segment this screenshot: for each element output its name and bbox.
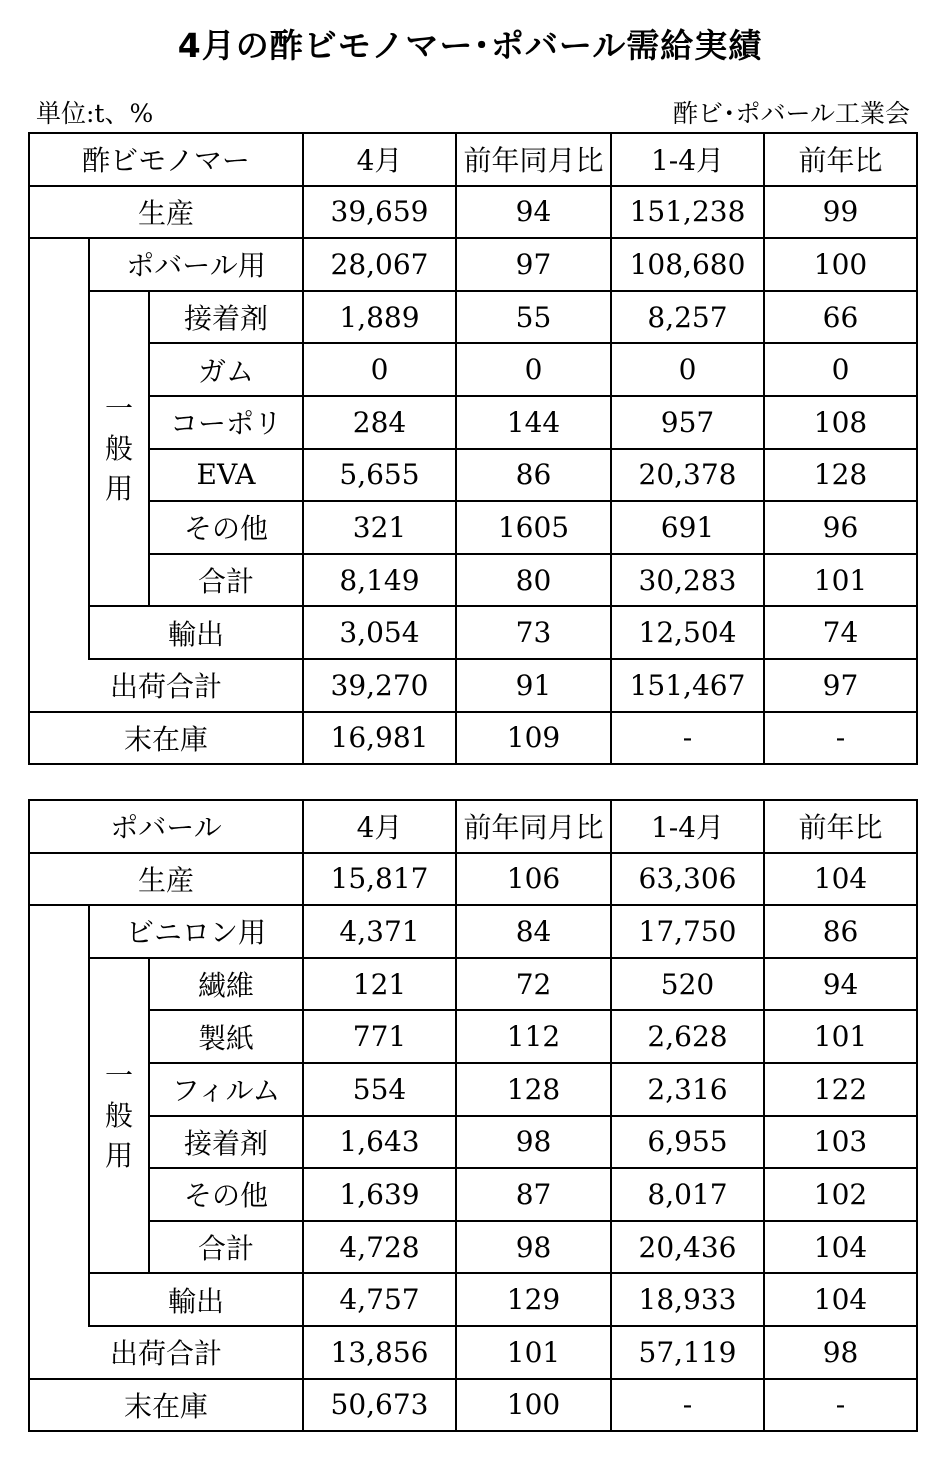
row-label: 合計	[149, 1221, 303, 1274]
cell: 100	[456, 1379, 611, 1432]
cell: 0	[611, 343, 764, 396]
table-row	[29, 1010, 917, 1063]
table-row	[29, 501, 917, 554]
column-header: 1-4月	[611, 800, 764, 853]
cell: 72	[456, 958, 611, 1011]
cell: 39,270	[303, 659, 456, 712]
source-label: 酢ビ･ポバール工業会	[672, 99, 910, 128]
cell: 74	[764, 606, 917, 659]
cell: 20,378	[611, 449, 764, 502]
row-label: コーポリ	[149, 396, 303, 449]
cell: 1,889	[303, 291, 456, 344]
table-row	[29, 343, 917, 396]
indent-spacer	[29, 238, 89, 659]
row-label: 接着剤	[149, 291, 303, 344]
cell: 97	[764, 659, 917, 712]
table-header-row	[29, 133, 917, 186]
row-label: 末在庫	[29, 712, 303, 765]
cell: 8,017	[611, 1168, 764, 1221]
cell: 101	[456, 1326, 611, 1379]
cell: 1605	[456, 501, 611, 554]
cell: 128	[456, 1063, 611, 1116]
cell: 99	[764, 186, 917, 239]
cell: 1,639	[303, 1168, 456, 1221]
vertical-label-text: 一般用	[104, 391, 133, 505]
cell: 1,643	[303, 1116, 456, 1169]
cell: 771	[303, 1010, 456, 1063]
cell: 20,436	[611, 1221, 764, 1274]
row-label: 接着剤	[149, 1116, 303, 1169]
cell: 4,728	[303, 1221, 456, 1274]
cell: 98	[764, 1326, 917, 1379]
cell: 87	[456, 1168, 611, 1221]
cell: 108,680	[611, 238, 764, 291]
cell: 0	[764, 343, 917, 396]
cell: 3,054	[303, 606, 456, 659]
cell: 121	[303, 958, 456, 1011]
table-row	[29, 958, 917, 1011]
cell: 128	[764, 449, 917, 502]
cell: 12,504	[611, 606, 764, 659]
cell: 520	[611, 958, 764, 1011]
row-label: 輸出	[89, 606, 303, 659]
table-row	[29, 1221, 917, 1274]
row-label: 輸出	[89, 1273, 303, 1326]
cell: 151,467	[611, 659, 764, 712]
cell: 86	[764, 905, 917, 958]
row-label: フィルム	[149, 1063, 303, 1116]
unit-label: 単位:t、%	[36, 99, 154, 128]
table-row	[29, 1063, 917, 1116]
cell: -	[611, 712, 764, 765]
cell: 101	[764, 1010, 917, 1063]
cell: 5,655	[303, 449, 456, 502]
cell: 18,933	[611, 1273, 764, 1326]
cell: 16,981	[303, 712, 456, 765]
table-row	[29, 905, 917, 958]
cell: 104	[764, 1221, 917, 1274]
cell: 15,817	[303, 853, 456, 906]
cell: 17,750	[611, 905, 764, 958]
table-row	[29, 659, 917, 712]
cell: 4,371	[303, 905, 456, 958]
row-label: EVA	[149, 449, 303, 502]
vertical-label	[89, 958, 149, 1274]
cell: 63,306	[611, 853, 764, 906]
cell: 2,628	[611, 1010, 764, 1063]
row-label: 生産	[29, 853, 303, 906]
column-header: 4月	[303, 800, 456, 853]
cell: -	[764, 712, 917, 765]
cell: 28,067	[303, 238, 456, 291]
cell: 284	[303, 396, 456, 449]
table-row	[29, 1273, 917, 1326]
row-label: その他	[149, 1168, 303, 1221]
cell: 321	[303, 501, 456, 554]
cell: 554	[303, 1063, 456, 1116]
cell: 39,659	[303, 186, 456, 239]
cell: 122	[764, 1063, 917, 1116]
cell: 104	[764, 1273, 917, 1326]
cell: 97	[456, 238, 611, 291]
row-label: その他	[149, 501, 303, 554]
cell: 102	[764, 1168, 917, 1221]
cell: 94	[456, 186, 611, 239]
cell: 57,119	[611, 1326, 764, 1379]
cell: 8,257	[611, 291, 764, 344]
table-row	[29, 606, 917, 659]
monomer-table	[28, 132, 918, 765]
column-header: 前年比	[764, 800, 917, 853]
cell: 30,283	[611, 554, 764, 607]
row-label: ポバール用	[89, 238, 303, 291]
row-label: 生産	[29, 186, 303, 239]
cell: 106	[456, 853, 611, 906]
row-label: 出荷合計	[29, 659, 303, 712]
table-row	[29, 853, 917, 906]
cell: -	[764, 1379, 917, 1432]
table-row	[29, 1379, 917, 1432]
cell: 91	[456, 659, 611, 712]
cell: 957	[611, 396, 764, 449]
row-label: 製紙	[149, 1010, 303, 1063]
cell: 129	[456, 1273, 611, 1326]
table-row	[29, 712, 917, 765]
cell: 103	[764, 1116, 917, 1169]
table-header-row	[29, 800, 917, 853]
cell: 96	[764, 501, 917, 554]
page-title: 4月の酢ビモノマー･ポバール需給実績	[177, 26, 763, 65]
cell: 104	[764, 853, 917, 906]
cell: 144	[456, 396, 611, 449]
cell: 101	[764, 554, 917, 607]
vertical-label	[89, 291, 149, 607]
row-label: 繊維	[149, 958, 303, 1011]
cell: 0	[303, 343, 456, 396]
row-label: ビニロン用	[89, 905, 303, 958]
cell: 108	[764, 396, 917, 449]
table-name: 酢ビモノマー	[29, 133, 303, 186]
cell: 109	[456, 712, 611, 765]
table-row	[29, 291, 917, 344]
row-label: 出荷合計	[29, 1326, 303, 1379]
poval-table	[28, 799, 918, 1432]
cell: 6,955	[611, 1116, 764, 1169]
cell: -	[611, 1379, 764, 1432]
row-label: ガム	[149, 343, 303, 396]
cell: 98	[456, 1116, 611, 1169]
column-header: 前年同月比	[456, 133, 611, 186]
cell: 8,149	[303, 554, 456, 607]
table-row	[29, 449, 917, 502]
cell: 73	[456, 606, 611, 659]
table-row	[29, 554, 917, 607]
table-row	[29, 1116, 917, 1169]
cell: 151,238	[611, 186, 764, 239]
cell: 112	[456, 1010, 611, 1063]
cell: 80	[456, 554, 611, 607]
table-row	[29, 238, 917, 291]
cell: 55	[456, 291, 611, 344]
row-label: 合計	[149, 554, 303, 607]
cell: 4,757	[303, 1273, 456, 1326]
cell: 86	[456, 449, 611, 502]
cell: 0	[456, 343, 611, 396]
cell: 691	[611, 501, 764, 554]
column-header: 前年同月比	[456, 800, 611, 853]
table-row	[29, 396, 917, 449]
cell: 13,856	[303, 1326, 456, 1379]
table-row	[29, 1326, 917, 1379]
row-label: 末在庫	[29, 1379, 303, 1432]
table-row	[29, 186, 917, 239]
column-header: 前年比	[764, 133, 917, 186]
cell: 98	[456, 1221, 611, 1274]
cell: 2,316	[611, 1063, 764, 1116]
cell: 50,673	[303, 1379, 456, 1432]
cell: 66	[764, 291, 917, 344]
cell: 100	[764, 238, 917, 291]
cell: 84	[456, 905, 611, 958]
table-name: ポバール	[29, 800, 303, 853]
column-header: 1-4月	[611, 133, 764, 186]
table-row	[29, 1168, 917, 1221]
cell: 94	[764, 958, 917, 1011]
column-header: 4月	[303, 133, 456, 186]
vertical-label-text: 一般用	[104, 1058, 133, 1172]
indent-spacer	[29, 905, 89, 1326]
